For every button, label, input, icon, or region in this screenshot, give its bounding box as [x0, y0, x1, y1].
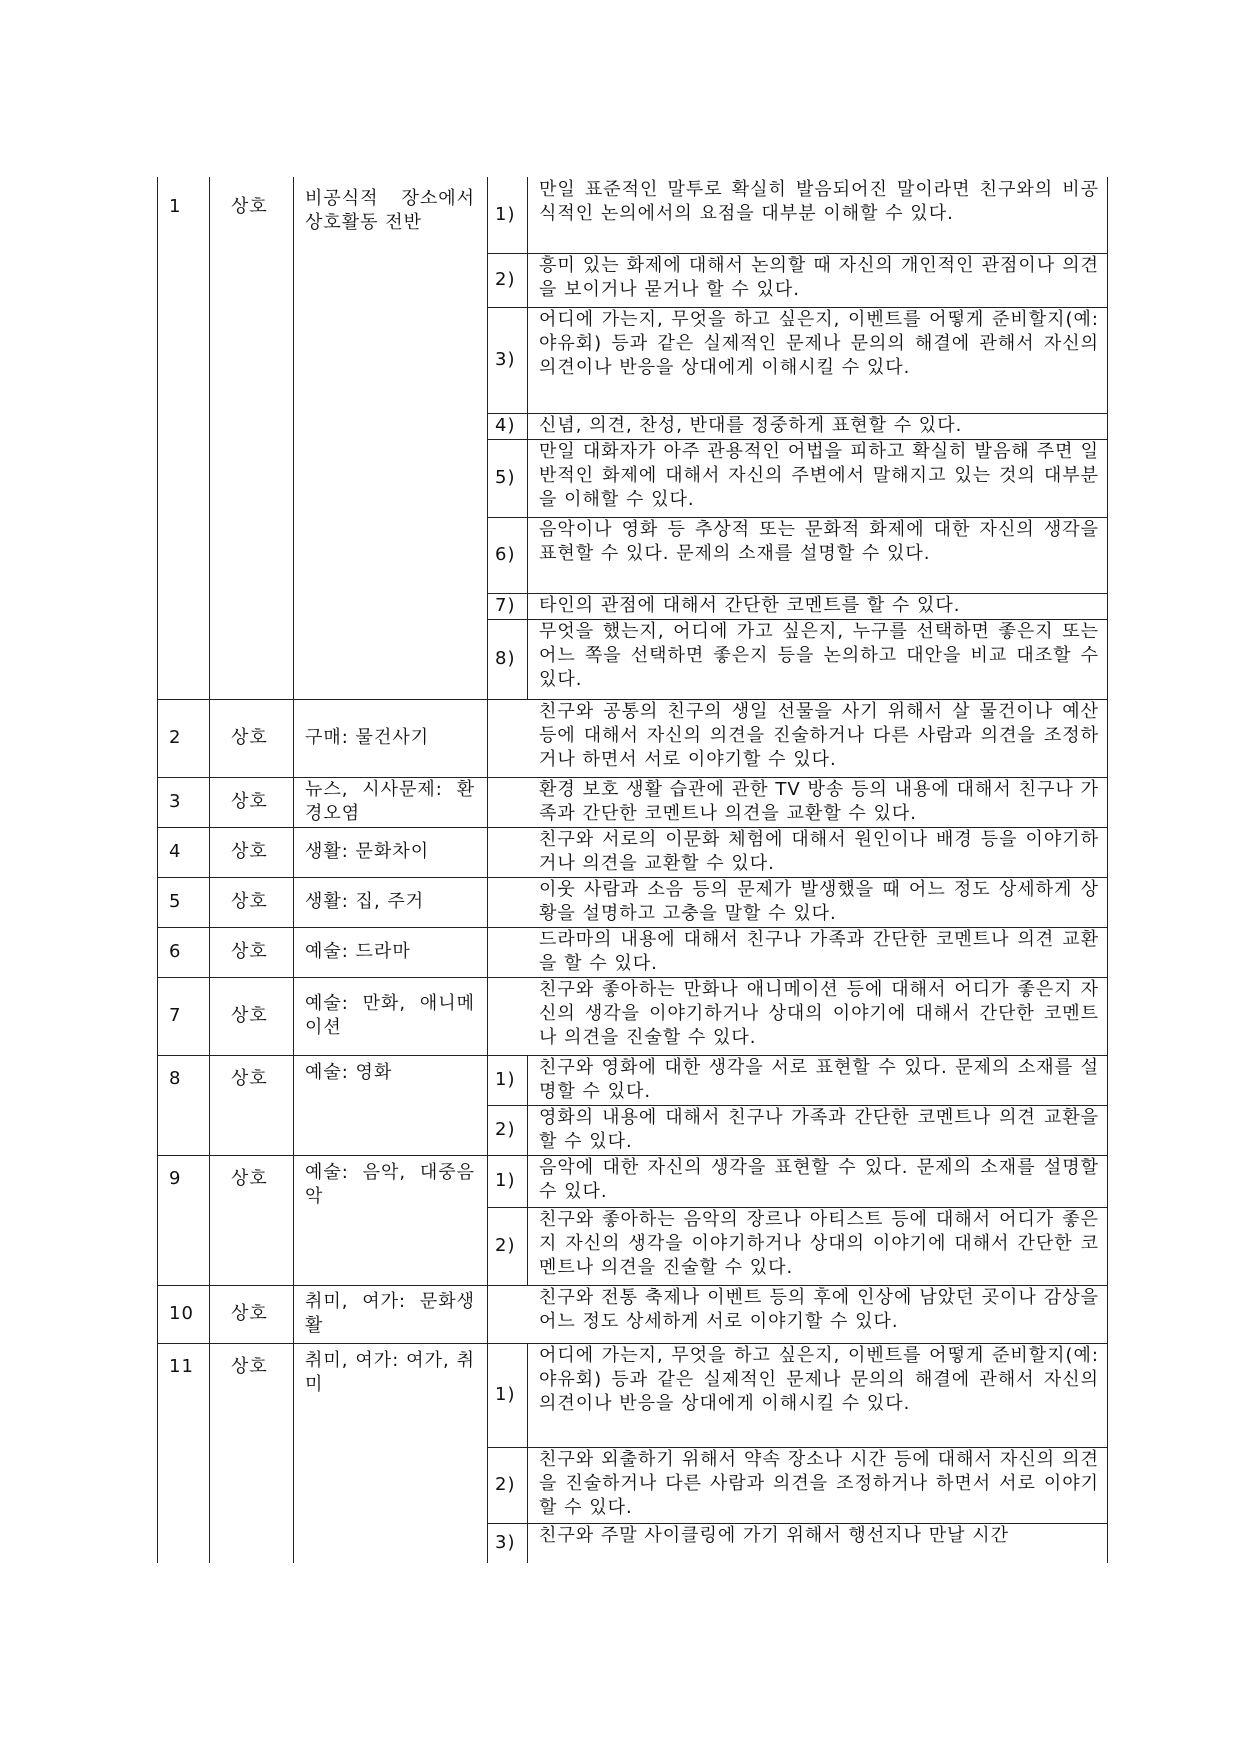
- item-number: 1): [495, 1069, 516, 1090]
- row-number: 10: [169, 1303, 194, 1324]
- table-column-rule: [527, 177, 528, 699]
- row-topic: 예술: 음악, 대중음악: [305, 1162, 475, 1207]
- item-description: 음악이나 영화 등 추상적 또는 문화적 화제에 대한 자신의 생각을 표현할 수 있다. 문제의 소재를 설명할 수 있다.: [539, 519, 1099, 564]
- row-type: 상호: [231, 1005, 268, 1026]
- row-type: 상호: [231, 1303, 268, 1324]
- table-column-rule: [293, 177, 294, 1563]
- item-description: 흥미 있는 화제에 대해서 논의할 때 자신의 개인적인 관점이나 의견을 보이거나 묻거나 할 수 있다.: [539, 255, 1099, 300]
- item-number: 1): [495, 1384, 516, 1405]
- item-description: 환경 보호 생활 습관에 관한 TV 방송 등의 내용에 대해서 친구나 가족과 간단한 코멘트나 의견을 교환할 수 있다.: [539, 779, 1099, 824]
- item-description: 친구와 전통 축제나 이벤트 등의 후에 인상에 남았던 곳이나 감상을 어느 정도 상세하게 서로 이야기할 수 있다.: [539, 1287, 1099, 1332]
- row-type: 상호: [231, 1356, 268, 1377]
- item-description: 신념, 의견, 찬성, 반대를 정중하게 표현할 수 있다.: [539, 415, 963, 436]
- item-number: 2): [495, 1119, 516, 1140]
- table-column-rule: [527, 1343, 528, 1563]
- item-number: 1): [495, 1170, 516, 1191]
- row-type: 상호: [231, 727, 268, 748]
- row-type: 상호: [231, 941, 268, 962]
- item-description: 영화의 내용에 대해서 친구나 가족과 간단한 코멘트나 의견 교환을 할 수 있다.: [539, 1107, 1099, 1152]
- item-description: 어디에 가는지, 무엇을 하고 싶은지, 이벤트를 어떻게 준비할지(예: 야유회) 등과 같은 실제적인 문제나 문의의 해결에 관해서 자신의 의견이나 반응을 상대에게 이해시킬 수 있다.: [539, 1345, 1099, 1414]
- item-description: 타인의 관점에 대해서 간단한 코멘트를 할 수 있다.: [539, 595, 961, 616]
- item-description: 친구와 외출하기 위해서 약속 장소나 시간 등에 대해서 자신의 의견을 진술하거나 다른 사람과 의견을 조정하거나 하면서 서로 이야기할 수 있다.: [539, 1449, 1099, 1518]
- item-description: 친구와 좋아하는 만화나 애니메이션 등에 대해서 어디가 좋은지 자신의 생각을 이야기하거나 상대의 이야기에 대해서 간단한 코멘트나 의견을 진술할 수 있다.: [539, 979, 1099, 1048]
- row-number: 11: [169, 1356, 194, 1377]
- row-type: 상호: [231, 791, 268, 812]
- item-description: 친구와 주말 사이클링에 가기 위해서 행선지나 만날 시간: [539, 1525, 1009, 1546]
- row-topic: 생활: 집, 주거: [305, 891, 425, 912]
- row-type: 상호: [231, 196, 268, 217]
- item-number: 6): [495, 544, 516, 565]
- row-topic: 비공식적 장소에서 상호활동 전반: [305, 188, 475, 233]
- row-number: 5: [169, 891, 182, 912]
- item-description: 친구와 공통의 친구의 생일 선물을 사기 위해서 살 물건이나 예산 등에 대해서 자신의 의견을 진술하거나 다른 사람과 의견을 조정하거나 하면서 서로 이야기할 수 있다.: [539, 701, 1099, 770]
- item-number: 2): [495, 1474, 516, 1495]
- item-number: 5): [495, 467, 516, 488]
- item-description: 친구와 좋아하는 음악의 장르나 아티스트 등에 대해서 어디가 좋은지 자신의 생각을 이야기하거나 상대의 이야기에 대해서 간단한 코멘트나 의견을 진술할 수 있다.: [539, 1209, 1099, 1278]
- item-number: 3): [495, 1532, 516, 1553]
- item-number: 2): [495, 269, 516, 290]
- row-number: 1: [169, 196, 182, 217]
- row-number: 4: [169, 841, 182, 862]
- row-topic: 취미, 여가: 여가, 취미: [305, 1350, 475, 1395]
- item-description: 만일 표준적인 말투로 확실히 발음되어진 말이라면 친구와의 비공식적인 논의에서의 요점을 대부분 이해할 수 있다.: [539, 179, 1099, 224]
- table-column-rule: [487, 177, 488, 1563]
- item-description: 어디에 가는지, 무엇을 하고 싶은지, 이벤트를 어떻게 준비할지(예: 야유회) 등과 같은 실제적인 문제나 문의의 해결에 관해서 자신의 의견이나 반응을 상대에게 이해시킬 수 있다.: [539, 309, 1099, 378]
- item-number: 3): [495, 349, 516, 370]
- competency-table: [157, 177, 1107, 1563]
- row-type: 상호: [231, 841, 268, 862]
- item-description: 친구와 영화에 대한 생각을 서로 표현할 수 있다. 문제의 소재를 설명할 수 있다.: [539, 1057, 1099, 1102]
- table-column-rule: [157, 177, 158, 1563]
- row-topic: 취미, 여가: 문화생활: [305, 1291, 475, 1336]
- row-topic: 뉴스, 시사문제: 환경오염: [305, 779, 475, 824]
- row-number: 3: [169, 791, 182, 812]
- row-number: 8: [169, 1068, 182, 1089]
- row-topic: 예술: 드라마: [305, 941, 411, 962]
- row-number: 6: [169, 941, 182, 962]
- item-description: 드라마의 내용에 대해서 친구나 가족과 간단한 코멘트나 의견 교환을 할 수 있다.: [539, 929, 1099, 974]
- row-topic: 생활: 문화차이: [305, 841, 430, 862]
- item-number: 8): [495, 648, 516, 669]
- table-column-rule: [1107, 177, 1108, 1563]
- row-type: 상호: [231, 1068, 268, 1089]
- row-topic: 예술: 영화: [305, 1062, 393, 1083]
- table-column-rule: [209, 177, 210, 1563]
- row-number: 9: [169, 1168, 182, 1189]
- row-type: 상호: [231, 1168, 268, 1189]
- item-description: 무엇을 했는지, 어디에 가고 싶은지, 누구를 선택하면 좋은지 또는 어느 쪽을 선택하면 좋은지 등을 논의하고 대안을 비교 대조할 수 있다.: [539, 621, 1099, 690]
- row-type: 상호: [231, 891, 268, 912]
- row-number: 7: [169, 1005, 182, 1026]
- item-description: 음악에 대한 자신의 생각을 표현할 수 있다. 문제의 소재를 설명할 수 있다.: [539, 1157, 1099, 1202]
- item-number: 2): [495, 1235, 516, 1256]
- item-number: 1): [495, 204, 516, 225]
- item-number: 7): [495, 595, 516, 616]
- item-description: 친구와 서로의 이문화 체험에 대해서 원인이나 배경 등을 이야기하거나 의견을 교환할 수 있다.: [539, 829, 1099, 874]
- item-description: 이웃 사람과 소음 등의 문제가 발생했을 때 어느 정도 상세하게 상황을 설명하고 고충을 말할 수 있다.: [539, 879, 1099, 924]
- item-description: 만일 대화자가 아주 관용적인 어법을 피하고 확실히 발음해 주면 일반적인 화제에 대해서 자신의 주변에서 말해지고 있는 것의 대부분을 이해할 수 있다.: [539, 441, 1099, 510]
- row-number: 2: [169, 727, 182, 748]
- item-number: 4): [495, 415, 516, 436]
- row-topic: 구매: 물건사기: [305, 727, 430, 748]
- row-topic: 예술: 만화, 애니메이션: [305, 993, 475, 1038]
